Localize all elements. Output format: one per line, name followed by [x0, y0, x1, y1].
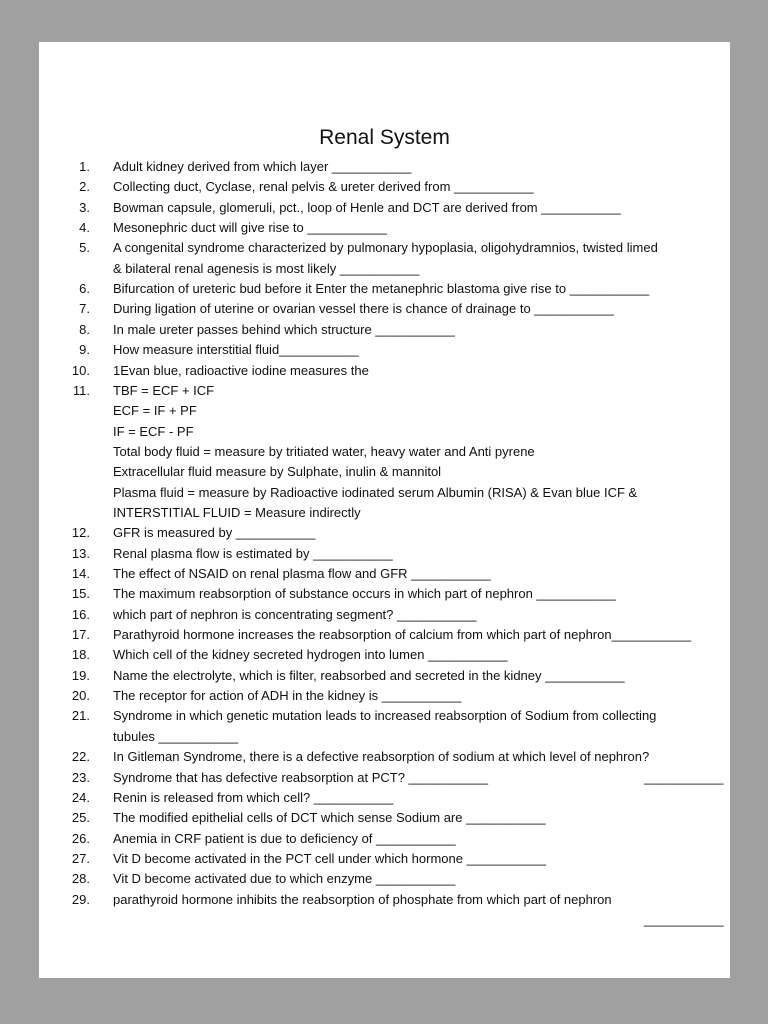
question-line — [39, 483, 730, 503]
question-line — [39, 523, 730, 543]
question-number: 5. — [79, 240, 90, 256]
question-line — [39, 829, 730, 849]
question-line — [39, 157, 730, 177]
question-line — [39, 645, 730, 665]
question-number: 18. — [71, 647, 90, 663]
question-text: Bifurcation of ureteric bud before it Enter the metanephric blastoma give rise to ___________ — [113, 281, 650, 297]
question-text: In male ureter passes behind which structure ___________ — [113, 321, 455, 337]
question-text: Bowman capsule, glomeruli, pct., loop of Henle and DCT are derived from ___________ — [113, 199, 621, 215]
question-text: TBF = ECF + ICF — [113, 382, 215, 398]
question-line — [39, 279, 730, 299]
question-text: Collecting duct, Cyclase, renal pelvis & ureter derived from ___________ — [113, 179, 534, 195]
question-number: 2. — [79, 179, 90, 195]
question-line — [39, 544, 730, 564]
question-text: Adult kidney derived from which layer ___________ — [113, 159, 412, 174]
question-number: 24. — [71, 789, 90, 805]
question-text: The effect of NSAID on renal plasma flow and GFR ___________ — [113, 566, 491, 581]
question-line — [39, 849, 730, 869]
question-line — [39, 259, 730, 279]
question-number: 1. — [79, 159, 90, 174]
question-number: 29. — [71, 891, 90, 907]
question-line — [39, 625, 730, 645]
question-number: 12. — [71, 525, 90, 541]
answer-blank: ___________ — [644, 911, 724, 927]
question-number: 10. — [71, 362, 90, 378]
question-number: 16. — [71, 606, 90, 622]
question-text: which part of nephron is concentrating segment? ___________ — [113, 606, 477, 622]
question-line — [39, 584, 730, 604]
question-line — [39, 238, 730, 258]
question-text: The modified epithelial cells of DCT which sense Sodium are ___________ — [113, 810, 546, 826]
question-number: 22. — [71, 749, 90, 765]
question-text: A congenital syndrome characterized by pulmonary hypoplasia, oligohydramnios, twisted limed — [113, 240, 658, 256]
question-text: Vit D become activated in the PCT cell under which hormone ___________ — [113, 850, 547, 866]
question-text: INTERSTITIAL FLUID = Measure indirectly — [113, 504, 361, 520]
question-line — [39, 747, 730, 767]
question-line — [39, 869, 730, 889]
question-text: tubules ___________ — [113, 728, 239, 744]
question-text: Plasma fluid = measure by Radioactive iodinated serum Albumin (RISA) & Evan blue ICF & — [113, 484, 638, 500]
question-text: How measure interstitial fluid___________ — [113, 342, 359, 358]
question-line — [39, 686, 730, 706]
question-line — [39, 788, 730, 808]
question-number: 23. — [71, 769, 90, 785]
question-number: 3. — [79, 199, 90, 215]
question-line — [39, 768, 730, 788]
question-line — [39, 503, 730, 523]
question-number: 14. — [71, 566, 90, 581]
question-number: 6. — [79, 281, 90, 297]
question-text: Renal plasma flow is estimated by ___________ — [113, 545, 393, 561]
question-number: 13. — [71, 545, 90, 561]
question-line — [39, 381, 730, 401]
question-text: Vit D become activated due to which enzyme ___________ — [113, 871, 456, 887]
question-line — [39, 706, 730, 726]
question-text: The maximum reabsorption of substance occurs in which part of nephron ___________ — [113, 586, 616, 602]
question-text: Syndrome in which genetic mutation leads to increased reabsorption of Sodium from collecting — [113, 708, 657, 724]
question-line — [39, 442, 730, 462]
question-line — [39, 198, 730, 218]
question-text: Name the electrolyte, which is filter, reabsorbed and secreted in the kidney ___________ — [113, 667, 625, 683]
question-text: The receptor for action of ADH in the kidney is ___________ — [113, 688, 462, 704]
question-number: 20. — [71, 688, 90, 704]
question-text: During ligation of uterine or ovarian vessel there is chance of drainage to ___________ — [113, 301, 614, 317]
question-line — [39, 564, 730, 584]
question-number: 19. — [71, 667, 90, 683]
question-number: 8. — [79, 321, 90, 337]
question-line — [39, 320, 730, 340]
question-line — [39, 401, 730, 421]
question-text: Extracellular fluid measure by Sulphate, inulin & mannitol — [113, 464, 442, 480]
question-text: parathyroid hormone inhibits the reabsorption of phosphate from which part of nephron — [113, 891, 612, 907]
question-number: 27. — [71, 850, 90, 866]
question-text: Total body fluid = measure by tritiated water, heavy water and Anti pyrene — [113, 443, 535, 459]
question-text: Renin is released from which cell? ___________ — [113, 789, 394, 805]
question-text: In Gitleman Syndrome, there is a defective reabsorption of sodium at which level of nephron? — [113, 749, 650, 765]
question-line — [39, 808, 730, 828]
question-number: 26. — [71, 830, 90, 846]
question-number: 25. — [71, 810, 90, 826]
question-number: 4. — [79, 220, 90, 236]
question-line — [39, 890, 730, 910]
question-text: ECF = IF + PF — [113, 403, 197, 419]
question-text: Mesonephric duct will give rise to ___________ — [113, 220, 387, 236]
question-text: Syndrome that has defective reabsorption at PCT? ___________ — [113, 769, 489, 785]
question-text: Anemia in CRF patient is due to deficiency of ___________ — [113, 830, 456, 846]
question-line — [39, 361, 730, 381]
question-text: Parathyroid hormone increases the reabsorption of calcium from which part of nephron___________ — [113, 627, 692, 643]
question-number: 11. — [72, 382, 90, 398]
question-line — [39, 340, 730, 360]
question-number: 28. — [71, 871, 90, 887]
answer-blank: ___________ — [644, 769, 724, 785]
question-text: IF = ECF - PF — [113, 423, 194, 439]
question-text: GFR is measured by ___________ — [113, 525, 316, 541]
document-page — [39, 42, 730, 978]
question-line — [39, 462, 730, 482]
question-line — [39, 910, 730, 930]
question-line — [39, 422, 730, 442]
question-line — [39, 666, 730, 686]
question-line — [39, 177, 730, 197]
page-title: Renal System — [319, 126, 450, 149]
question-line — [39, 727, 730, 747]
question-line — [39, 299, 730, 319]
question-text: 1Evan blue, radioactive iodine measures the — [113, 362, 369, 378]
question-number: 15. — [71, 586, 90, 602]
question-number: 21. — [71, 708, 90, 724]
question-text: & bilateral renal agenesis is most likely ___________ — [113, 260, 420, 276]
question-number: 7. — [79, 301, 90, 317]
question-line — [39, 605, 730, 625]
question-text: Which cell of the kidney secreted hydrogen into lumen ___________ — [113, 647, 508, 663]
question-line — [39, 218, 730, 238]
question-number: 17. — [71, 627, 90, 643]
question-number: 9. — [79, 342, 90, 358]
